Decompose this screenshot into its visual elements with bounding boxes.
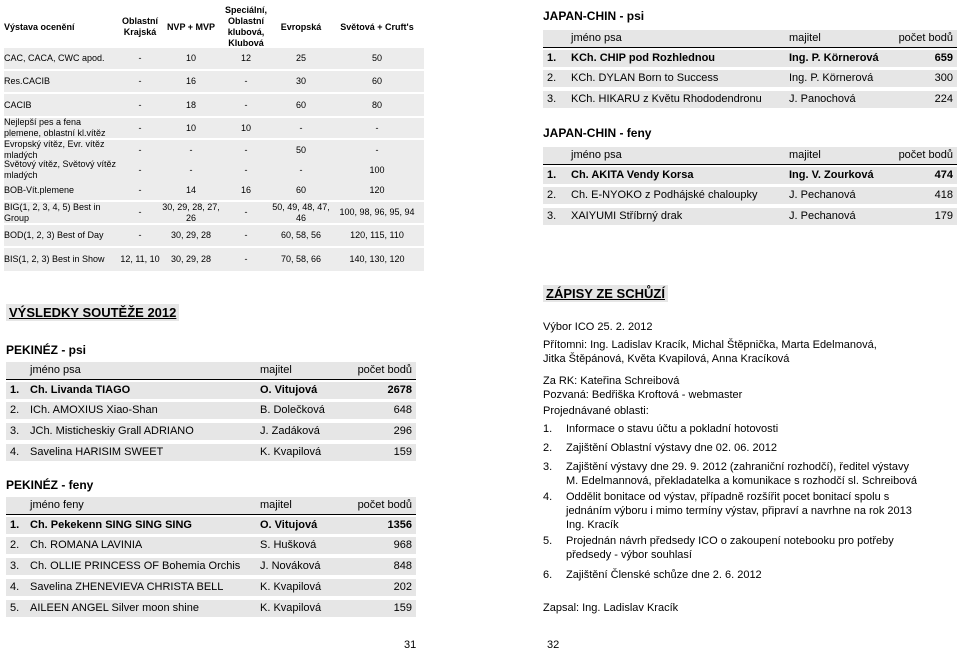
points: 2678 (387, 384, 412, 396)
points-table-cell: - (299, 164, 303, 175)
pozvana: Pozvaná: Bedřiška Kroftová - webmaster (543, 389, 743, 401)
dog-name: JCh. Misticheskiy Grall ADRIANO (30, 425, 194, 437)
points-table-cell: - (244, 230, 248, 240)
table-divider (6, 379, 416, 380)
owner: K. Kvapilová (260, 446, 322, 458)
owner: Ing. V. Zourková (789, 169, 874, 181)
table-row (6, 423, 416, 440)
points-table-cell: CACIB (4, 99, 32, 110)
points-table-cell: BOD(1, 2, 3) Best of Day (4, 230, 104, 240)
owner: O. Vitujová (260, 519, 318, 531)
dog-name: Ch. E-NYOKO z Podhájské chaloupky (571, 189, 758, 201)
points-table-cell: - (138, 76, 142, 86)
points-table-cell: 50, 49, 48, 47, 46 (272, 201, 330, 223)
agenda-text: M. Edelmannová, překladatelka a komunikace s rozhodčí sl. Schreibová (566, 475, 917, 487)
results-title: VÝSLEDKY SOUTĚŽE 2012 (6, 304, 179, 322)
rank: 3. (10, 425, 20, 437)
agenda-number: 2. (543, 442, 553, 454)
table-row (543, 50, 957, 67)
points-table-cell: 30, 29, 28 (170, 230, 212, 240)
points-table-row (4, 118, 424, 138)
agenda-number: 3. (543, 461, 553, 473)
table-header-cell: majitel (789, 149, 821, 161)
points-table-cell: - (138, 144, 142, 155)
owner: J. Zadáková (260, 425, 320, 437)
points: 202 (393, 581, 412, 593)
points-table-cell: 25 (295, 53, 306, 63)
dog-name: Ch. Pekekenn SING SING SING (30, 519, 192, 531)
dog-name: KCh. HIKARU z Květu Rhododendronu (571, 93, 762, 105)
pekinez-feny-heading: PEKINÉZ - feny (6, 478, 94, 492)
points-table-row (4, 202, 424, 223)
points-table-cell: 60 (371, 76, 382, 86)
points: 418 (934, 189, 953, 201)
rank: 3. (547, 93, 557, 105)
points-table-cell: 10 (185, 53, 196, 63)
table-row (6, 600, 416, 617)
rank: 4. (10, 446, 20, 458)
owner: J. Pechanová (789, 210, 856, 222)
dog-name: Ch. OLLIE PRINCESS OF Bohemia Orchis (30, 560, 241, 572)
table-row (543, 208, 957, 225)
dog-name: Ch. Livanda TIAGO (30, 384, 131, 396)
points-table-row (4, 48, 424, 69)
points-table-cell: - (189, 144, 193, 155)
japan-psi-table (543, 30, 957, 112)
points-table-header-cell: Výstava ocenění (4, 21, 75, 32)
points-table-cell: - (244, 76, 248, 86)
table-header-cell: majitel (260, 499, 292, 511)
agenda-text: Projednán návrh předsedy ICO o zakoupení notebooku pro potřeby (566, 535, 894, 547)
points-table-cell: 50 (371, 53, 382, 63)
dog-name: Savelina HARISIM SWEET (30, 446, 164, 458)
points-table-cell: BOB-Vít.plemene (4, 184, 75, 195)
points: 848 (393, 560, 412, 572)
points-table (4, 6, 424, 273)
agenda-text: předsedy - výbor souhlasí (566, 549, 692, 561)
owner: Ing. P. Körnerová (789, 52, 879, 64)
dog-name: ICh. AMOXIUS Xiao-Shan (30, 404, 158, 416)
pekinez-feny-table (6, 497, 416, 621)
points-table-cell: 100 (369, 164, 385, 175)
pekinez-psi-table (6, 362, 416, 465)
points-table-row (4, 94, 424, 116)
points: 474 (934, 169, 953, 181)
points-table-cell: 80 (371, 99, 382, 110)
points-table-cell: - (244, 99, 248, 110)
dog-name: XAIYUMI Stříbrný drak (571, 210, 683, 222)
table-header-row (6, 497, 416, 514)
owner: J. Nováková (260, 560, 321, 572)
points-table-cell: 100, 98, 96, 95, 94 (339, 207, 415, 217)
points-table-header (4, 6, 424, 48)
table-header-cell: majitel (260, 364, 292, 376)
table-divider (6, 514, 416, 515)
pritomni-line-1: Přítomni: Ing. Ladislav Kracík, Michal Štěpnička, Marta Edelmanová, (543, 339, 877, 351)
points-table-header-cell: Oblastní Krajská (121, 16, 158, 37)
rank: 2. (547, 189, 557, 201)
agenda-number: 6. (543, 569, 553, 581)
rank: 3. (547, 210, 557, 222)
agenda-text: Oddělit bonitace od výstav, případně rozšířit pocet bonitací spolu s (566, 491, 890, 503)
points-table-cell: BIS(1, 2, 3) Best in Show (4, 254, 105, 264)
table-row (543, 167, 957, 184)
points-table-cell: - (375, 122, 379, 133)
points-table-cell: 16 (240, 184, 251, 195)
owner: Ing. P. Körnerová (789, 72, 874, 84)
points-table-cell: 50 (295, 144, 306, 155)
pritomni-line-2: Jitka Štěpánová, Květa Kvapilová, Anna Kracíková (543, 353, 790, 365)
table-divider (543, 164, 957, 165)
table-row (6, 382, 416, 399)
rank: 1. (547, 169, 557, 181)
points-table-cell: 120 (369, 184, 385, 195)
points: 1356 (387, 519, 412, 531)
points-table-header-cell: NVP + MVP (166, 21, 216, 32)
table-header-row (543, 147, 957, 164)
points-table-header-cell: Evropská (280, 21, 322, 32)
agenda-number: 4. (543, 491, 553, 503)
points-table-cell: 10 (240, 122, 251, 133)
points-table-cell: - (189, 164, 193, 175)
points-table-cell: - (244, 144, 248, 155)
table-row (6, 579, 416, 596)
owner: K. Kvapilová (260, 602, 322, 614)
points: 300 (934, 72, 953, 84)
points-table-cell: 10 (185, 122, 196, 133)
rank: 3. (10, 560, 20, 572)
agenda-text: Zajištění Členské schůze dne 2. 6. 2012 (566, 569, 762, 581)
rank: 4. (10, 581, 20, 593)
owner: K. Kvapilová (260, 581, 322, 593)
points: 648 (393, 404, 412, 416)
points-table-cell: Res.CACIB (4, 76, 51, 86)
points: 159 (393, 446, 412, 458)
vybor-date: Výbor ICO 25. 2. 2012 (543, 321, 653, 333)
points-table-cell: Nejlepší pes a fena plemene, oblastní kl.vítěz (4, 117, 106, 138)
table-header-row (543, 30, 957, 47)
dog-name: KCh. CHIP pod Rozhlednou (571, 52, 716, 64)
points-table-cell: - (138, 53, 142, 63)
table-header-cell: počet bodů (898, 149, 953, 161)
rank: 2. (10, 539, 20, 551)
points-table-cell: - (138, 99, 142, 110)
points: 224 (934, 93, 953, 105)
owner: J. Pechanová (789, 189, 856, 201)
points-table-cell: 18 (185, 99, 196, 110)
table-divider (543, 47, 957, 48)
japan-psi-heading: JAPAN-CHIN - psi (543, 9, 645, 23)
zapisy-title: ZÁPISY ZE SCHŮZÍ (543, 285, 668, 303)
dog-name: Savelina ZHENEVIEVA CHRISTA BELL (30, 581, 224, 593)
points: 159 (393, 602, 412, 614)
owner: O. Vitujová (260, 384, 318, 396)
dog-name: KCh. DYLAN Born to Success (571, 72, 719, 84)
points-table-cell: Světový vítěz, Světový vítěz mladých (4, 159, 117, 180)
table-row (6, 402, 416, 419)
points-table-header-cell: Světová + Cruft's (340, 21, 414, 32)
rank: 2. (10, 404, 20, 416)
points-table-cell: - (138, 184, 142, 195)
projednavane-heading: Projednávané oblasti: (543, 405, 649, 417)
rank: 2. (547, 72, 557, 84)
points-table-cell: - (244, 164, 248, 175)
owner: B. Dolečková (260, 404, 325, 416)
dog-name: Ch. ROMANA LAVINIA (30, 539, 143, 551)
points-table-cell: - (138, 230, 142, 240)
agenda-text: Informace o stavu účtu a pokladní hotovosti (566, 423, 779, 435)
page-number-left: 31 (404, 639, 417, 651)
table-row (6, 558, 416, 575)
agenda-text: Zajištění Oblastní výstavy dne 02. 06. 2012 (566, 442, 777, 454)
za-rk: Za RK: Kateřina Schreibová (543, 375, 680, 387)
agenda-text: Zajištění výstavy dne 29. 9. 2012 (zahraniční rozhodčí), ředitel výstavy (566, 461, 909, 473)
points-table-row (4, 225, 424, 246)
dog-name: AILEEN ANGEL Silver moon shine (30, 602, 199, 614)
table-header-cell: jméno psa (30, 364, 81, 376)
points-table-cell: 60, 58, 56 (280, 230, 322, 240)
points-table-cell: CAC, CACA, CWC apod. (4, 53, 105, 63)
points: 179 (934, 210, 953, 222)
table-header-row (6, 362, 416, 379)
agenda-text: Ing. Kracík (566, 519, 619, 531)
points-table-cell: - (375, 144, 379, 155)
points: 968 (393, 539, 412, 551)
agenda-number: 5. (543, 535, 553, 547)
pekinez-psi-heading: PEKINÉZ - psi (6, 343, 87, 357)
table-row (543, 70, 957, 87)
points-table-cell: 70, 58, 66 (280, 254, 322, 264)
agenda-number: 1. (543, 423, 553, 435)
points: 296 (393, 425, 412, 437)
points-table-cell: 30 (295, 76, 306, 86)
page-number-right: 32 (547, 639, 560, 651)
points: 659 (934, 52, 953, 64)
table-row (6, 537, 416, 554)
rank: 1. (10, 519, 20, 531)
agenda-text: jednáním výboru i mimo termíny výstav, připraví a navrhne na rok 2013 (566, 505, 912, 517)
table-row (6, 444, 416, 461)
points-table-cell: - (299, 122, 303, 133)
points-table-cell: 12 (240, 53, 251, 63)
table-header-cell: jméno psa (571, 32, 622, 44)
points-table-header-cell: Speciální, Oblastní klubová, Klubová (224, 5, 268, 48)
table-header-cell: počet bodů (898, 32, 953, 44)
points-table-cell: 140, 130, 120 (349, 254, 405, 264)
table-row (543, 91, 957, 108)
points-table-row (4, 248, 424, 271)
points-table-cell: 120, 115, 110 (350, 230, 404, 240)
rank: 5. (10, 602, 20, 614)
japan-feny-heading: JAPAN-CHIN - feny (543, 126, 652, 140)
table-header-cell: počet bodů (357, 364, 412, 376)
rank: 1. (547, 52, 557, 64)
points-table-row (4, 180, 424, 200)
points-table-row (4, 71, 424, 92)
owner: J. Panochová (789, 93, 856, 105)
points-table-cell: - (244, 207, 248, 217)
points-table-row (4, 140, 424, 160)
table-row (6, 517, 416, 534)
points-table-cell: BIG(1, 2, 3, 4, 5) Best in Group (4, 201, 101, 223)
points-table-cell: Evropský vítěz, Evr. vítěz mladých (4, 139, 105, 160)
table-header-cell: jméno feny (30, 499, 84, 511)
points-table-cell: - (138, 164, 142, 175)
points-table-cell: 30, 29, 28, 27, 26 (162, 201, 220, 223)
points-table-cell: 30, 29, 28 (170, 254, 212, 264)
points-table-cell: 12, 11, 10 (120, 254, 160, 264)
points-table-cell: 60 (295, 99, 306, 110)
table-row (543, 187, 957, 204)
points-table-cell: 16 (185, 76, 196, 86)
japan-feny-table (543, 147, 957, 229)
points-table-cell: - (138, 207, 142, 217)
rank: 1. (10, 384, 20, 396)
owner: S. Hušková (260, 539, 317, 551)
points-table-cell: - (138, 122, 142, 133)
table-header-cell: počet bodů (357, 499, 412, 511)
dog-name: Ch. AKITA Vendy Korsa (571, 169, 694, 181)
table-header-cell: jméno psa (571, 149, 622, 161)
table-header-cell: majitel (789, 32, 821, 44)
points-table-cell: - (244, 254, 248, 264)
points-table-cell: 60 (295, 184, 306, 195)
points-table-row (4, 160, 424, 180)
zapsal: Zapsal: Ing. Ladislav Kracík (543, 602, 679, 614)
points-table-cell: 14 (185, 184, 196, 195)
